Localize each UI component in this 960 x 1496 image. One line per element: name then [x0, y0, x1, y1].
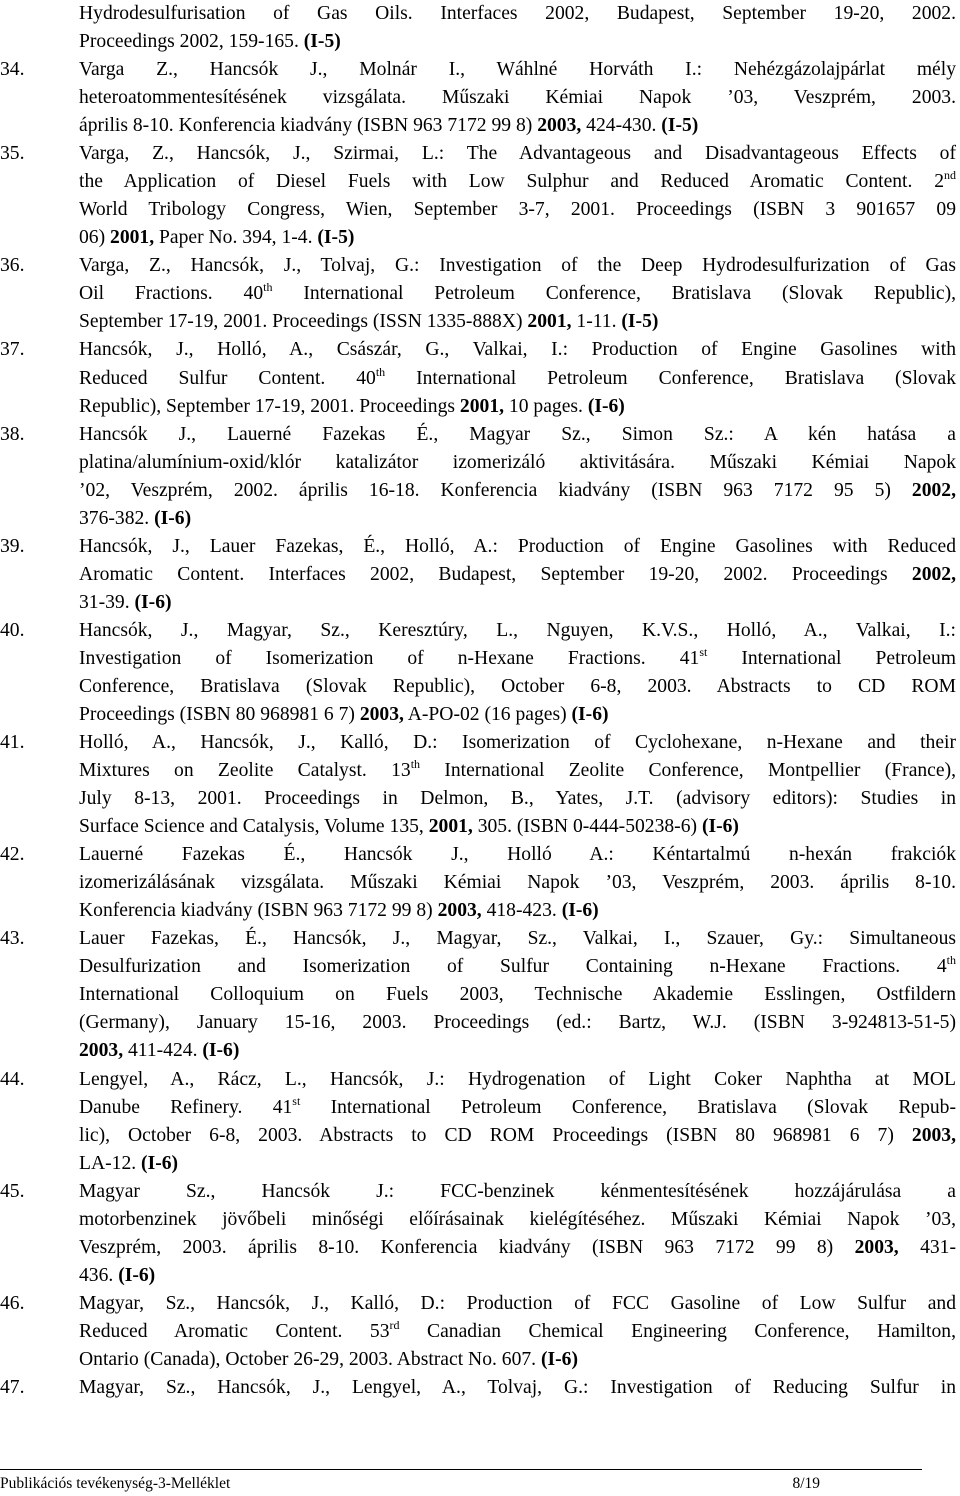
text-segment: Reduced Aromatic Content. 53	[79, 1320, 390, 1342]
text-segment: 376-382.	[79, 507, 155, 529]
reference-text	[79, 1290, 956, 1318]
text-segment: Danube Refinery. 41	[79, 1096, 293, 1118]
ordinal-superscript: th	[263, 280, 273, 295]
reference-number: 44.	[0, 1068, 25, 1090]
reference-number: 42.	[0, 844, 25, 866]
footer-page-number: 8/19	[792, 1475, 820, 1492]
reference-line	[79, 673, 956, 701]
reference-line	[79, 813, 956, 841]
bold-segment: (I-6)	[141, 1152, 179, 1174]
bold-segment: 2001,	[527, 311, 572, 333]
text-segment: Lengyel, A., Rácz, L., Hancsók, J.: Hydrogenation of Light Coker Naphtha at MOL	[79, 1068, 956, 1090]
reference-line	[79, 28, 956, 56]
text-segment: International Petroleum Conference, Bratislava (Slovak	[385, 367, 957, 389]
text-segment: Proceedings (ISBN 80 968981 6 7)	[79, 704, 360, 725]
reference-line	[79, 785, 956, 813]
reference-line	[79, 365, 956, 393]
reference-number: 39.	[0, 535, 25, 557]
reference-line	[79, 897, 956, 925]
reference-number: 45.	[0, 1180, 25, 1202]
bold-segment: (I-6)	[540, 1348, 578, 1370]
reference-text	[79, 1066, 956, 1094]
bold-segment: 2003,	[911, 1124, 956, 1146]
text-segment: Magyar, Sz., Hancsók, J., Lengyel, A., Tolvaj, G.: Investigation of Reducing Sulfur in	[79, 1376, 956, 1398]
text-segment: Varga, Z., Hancsók, J., Tolvaj, G.: Investigation of the Deep Hydrodesulfurization of Gas	[79, 255, 956, 277]
reference-line	[79, 0, 956, 28]
bold-segment: (I-5)	[661, 115, 699, 137]
reference-entry-first-line	[0, 841, 956, 869]
text-segment: the Application of Diesel Fuels with Low Sulphur and Reduced Aromatic Content. 2	[79, 171, 944, 193]
reference-line	[79, 701, 956, 729]
text-segment: Hancsók J., Lauerné Fazekas É., Magyar Sz., Simon Sz.: A kén hatása a	[79, 423, 956, 445]
reference-number: 46.	[0, 1292, 25, 1314]
bold-segment: (I-6)	[154, 507, 192, 529]
bold-segment: (I-6)	[118, 1264, 156, 1286]
ordinal-superscript: th	[410, 757, 421, 772]
text-segment: International Zeolite Conference, Montpellier (France),	[420, 760, 956, 782]
reference-line	[79, 196, 956, 224]
reference-text	[79, 252, 956, 280]
reference-text	[79, 1374, 956, 1402]
text-segment: motorbenzinek jövőbeli minőségi előírásainak kielégítéséhez. Műszaki Kémiai Napok ’03,	[79, 1208, 956, 1230]
reference-line	[79, 168, 956, 196]
reference-line	[79, 953, 956, 981]
reference-text	[79, 729, 956, 757]
reference-number: 36.	[0, 255, 25, 277]
text-segment: Proceedings 2002, 159-165.	[79, 31, 304, 53]
reference-text	[79, 56, 956, 84]
reference-line	[79, 449, 956, 477]
text-segment: Holló, A., Hancsók, J., Kalló, D.: Isomerization of Cyclohexane, n-Hexane and their	[79, 732, 956, 754]
reference-line	[79, 869, 956, 897]
reference-number: 40.	[0, 619, 25, 641]
reference-text	[79, 1178, 956, 1206]
text-segment: (Germany), January 15-16, 2003. Proceedings (ed.: Bartz, W.J. (ISBN 3-924813-51-5)	[79, 1012, 956, 1034]
text-segment: Oil Fractions. 40	[79, 283, 264, 305]
reference-entry-first-line	[0, 729, 956, 757]
bold-segment: 2003,	[537, 115, 582, 137]
reference-line	[79, 981, 956, 1009]
ordinal-superscript: st	[699, 644, 708, 659]
reference-number: 37.	[0, 339, 25, 361]
reference-number: 35.	[0, 143, 25, 165]
reference-line	[79, 1262, 956, 1290]
reference-text	[79, 617, 956, 645]
text-segment: Lauerné Fazekas É., Hancsók J., Holló A.: Kéntartalmú n-hexán frakciók	[79, 844, 956, 866]
reference-line	[79, 589, 956, 617]
text-segment: ’02, Veszprém, 2002. április 16-18. Konferencia kiadvány (ISBN 963 7172 95 5)	[79, 479, 912, 501]
reference-line	[79, 308, 956, 336]
bold-segment: 2001,	[459, 395, 505, 417]
text-segment: Lauer Fazekas, É., Hancsók, J., Magyar, Sz., Valkai, I., Szauer, Gy.: Simultaneous	[79, 928, 956, 950]
reference-line	[79, 1009, 956, 1037]
text-segment: Investigation of Isomerization of n-Hexane Fractions. 41	[79, 647, 700, 669]
reference-line	[79, 1234, 956, 1262]
reference-entry-first-line	[0, 1374, 956, 1402]
reference-text	[79, 925, 956, 953]
text-segment: 424-430.	[581, 115, 662, 137]
reference-text	[79, 533, 956, 561]
text-segment: Konferencia kiadvány (ISBN 963 7172 99 8)	[79, 900, 438, 922]
bold-segment: (I-6)	[701, 816, 739, 838]
bold-segment: (I-5)	[317, 227, 355, 249]
text-segment: lic), October 6-8, 2003. Abstracts to CD ROM Proceedings (ISBN 80 968981 6 7)	[79, 1124, 912, 1146]
reference-text	[79, 336, 956, 364]
text-segment: Aromatic Content. Interfaces 2002, Budapest, September 19-20, 2002. Proceedings	[79, 563, 912, 585]
reference-entry-first-line	[0, 617, 956, 645]
text-segment: Reduced Sulfur Content. 40	[79, 367, 376, 389]
reference-number: 41.	[0, 732, 25, 754]
reference-line	[79, 1318, 956, 1346]
reference-line	[79, 84, 956, 112]
reference-text	[79, 841, 956, 869]
text-segment: September 17-19, 2001. Proceedings (ISSN 1335-888X)	[79, 311, 528, 333]
bold-segment: (I-5)	[621, 311, 659, 333]
ordinal-superscript: th	[375, 364, 386, 379]
bold-segment: (I-5)	[303, 31, 341, 53]
bold-segment: 2003,	[359, 704, 404, 725]
reference-line	[79, 561, 956, 589]
text-segment: 418-423.	[481, 900, 562, 922]
text-segment: 305. (ISBN 0-444-50238-6)	[472, 816, 702, 838]
text-segment: Surface Science and Catalysis, Volume 135,	[79, 816, 429, 838]
bold-segment: 2001,	[428, 816, 473, 838]
reference-line	[79, 1346, 956, 1374]
reference-entry-first-line	[0, 1066, 956, 1094]
reference-line	[79, 477, 956, 505]
text-segment: A-PO-02 (16 pages)	[403, 704, 572, 725]
reference-line	[79, 1122, 956, 1150]
ordinal-superscript: st	[292, 1093, 301, 1108]
ordinal-superscript: rd	[389, 1317, 400, 1332]
reference-entry-first-line	[0, 56, 956, 84]
reference-line	[79, 645, 956, 673]
bold-segment: 2003,	[437, 900, 482, 922]
bold-segment: (I-6)	[587, 395, 625, 417]
text-segment: platina/alumínium-oxid/klór katalizátor izomerizáló aktivitására. Műszaki Kémiai Napok	[79, 451, 956, 473]
reference-entry-first-line	[0, 140, 956, 168]
bold-segment: (I-6)	[134, 591, 172, 613]
reference-line	[79, 1094, 956, 1122]
text-segment: Conference, Bratislava (Slovak Republic), October 6-8, 2003. Abstracts to CD ROM	[79, 675, 956, 697]
text-segment: Hancsók, J., Lauer Fazekas, É., Holló, A.: Production of Engine Gasolines with Reduced	[79, 535, 956, 557]
ordinal-superscript: nd	[944, 168, 956, 183]
reference-line	[79, 757, 956, 785]
reference-number: 43.	[0, 928, 25, 950]
text-segment: Canadian Chemical Engineering Conference, Hamilton,	[399, 1320, 956, 1342]
text-segment: LA-12.	[79, 1152, 142, 1174]
footer-divider	[0, 1469, 922, 1470]
reference-line	[79, 1206, 956, 1234]
reference-entry-first-line	[0, 533, 956, 561]
text-segment: izomerizálásának vizsgálata. Műszaki Kémiai Napok ’03, Veszprém, 2003. április 8-10.	[79, 872, 956, 894]
reference-entry-first-line	[0, 421, 956, 449]
bold-segment: 2001,	[110, 227, 155, 249]
text-segment: International Petroleum Conference, Bratislava (Slovak Republic),	[272, 283, 956, 305]
bold-segment: 2003,	[79, 1040, 124, 1062]
footer-document-title: Publikációs tevékenység-3-Melléklet	[0, 1475, 231, 1492]
reference-number: 47.	[0, 1376, 25, 1398]
text-segment: 431-	[898, 1236, 956, 1258]
text-segment: Veszprém, 2003. április 8-10. Konferencia kiadvány (ISBN 963 7172 99 8)	[79, 1236, 855, 1258]
text-segment: Magyar Sz., Hancsók J.: FCC-benzinek kénmentesítésének hozzájárulása a	[79, 1180, 956, 1202]
text-segment: Paper No. 394, 1-4.	[154, 227, 318, 249]
reference-line	[79, 1037, 956, 1065]
reference-line	[79, 224, 956, 252]
text-segment: Ontario (Canada), October 26-29, 2003. Abstract No. 607.	[79, 1348, 541, 1370]
text-segment: Republic), September 17-19, 2001. Proceedings	[79, 395, 460, 417]
text-segment: Varga Z., Hancsók J., Molnár I., Wáhlné Horváth I.: Nehézgázolajpárlat mély	[79, 59, 956, 81]
text-segment: Hydrodesulfurisation of Gas Oils. Interfaces 2002, Budapest, September 19-20, 2002.	[79, 3, 956, 24]
bold-segment: (I-6)	[202, 1040, 240, 1062]
text-segment: 06)	[79, 227, 111, 249]
reference-entry-first-line	[0, 925, 956, 953]
reference-entry-first-line	[0, 1290, 956, 1318]
text-segment: 10 pages.	[504, 395, 588, 417]
text-segment: International Colloquium on Fuels 2003, Technische Akademie Esslingen, Ostfildern	[79, 984, 956, 1006]
bold-segment: 2003,	[854, 1236, 899, 1258]
reference-line	[79, 112, 956, 140]
reference-text	[79, 140, 956, 168]
reference-line	[79, 1150, 956, 1178]
bold-segment: (I-6)	[561, 900, 599, 922]
reference-line	[79, 505, 956, 533]
text-segment: 31-39.	[79, 591, 135, 613]
text-segment: July 8-13, 2001. Proceedings in Delmon, B., Yates, J.T. (advisory editors): Studies in	[79, 788, 956, 810]
text-segment: International Petroleum Conference, Bratislava (Slovak Repub-	[300, 1096, 956, 1118]
text-segment: 1-11.	[571, 311, 622, 333]
text-segment: Hancsók, J., Magyar, Sz., Keresztúry, L., Nguyen, K.V.S., Holló, A., Valkai, I.:	[79, 619, 956, 641]
text-segment: Desulfurization and Isomerization of Sulfur Containing n-Hexane Fractions. 4	[79, 956, 947, 978]
text-segment: 436.	[79, 1264, 119, 1286]
text-segment: 411-424.	[123, 1040, 203, 1062]
reference-entry-first-line	[0, 252, 956, 280]
text-segment: heteroatommentesítésének vizsgálata. Műszaki Kémiai Napok ’03, Veszprém, 2003.	[79, 87, 956, 109]
bold-segment: (I-6)	[571, 704, 609, 725]
reference-line	[79, 393, 956, 421]
text-segment: International Petroleum	[707, 647, 957, 669]
reference-entry-first-line	[0, 1178, 956, 1206]
ordinal-superscript: th	[946, 953, 956, 968]
text-segment: Varga, Z., Hancsók, J., Szirmai, L.: The Advantageous and Disadvantageous Effects of	[79, 143, 956, 165]
text-segment: Hancsók, J., Holló, A., Császár, G., Valkai, I.: Production of Engine Gasolines with	[79, 339, 956, 361]
reference-line	[79, 280, 956, 308]
bold-segment: 2002,	[911, 479, 956, 501]
text-segment: Magyar, Sz., Hancsók, J., Kalló, D.: Production of FCC Gasoline of Low Sulfur and	[79, 1292, 956, 1314]
text-segment: április 8-10. Konferencia kiadvány (ISBN 963 7172 99 8)	[79, 115, 538, 137]
reference-number: 34.	[0, 59, 25, 81]
bold-segment: 2002,	[911, 563, 956, 585]
reference-text	[79, 421, 956, 449]
reference-entry-first-line	[0, 336, 956, 364]
text-segment: Mixtures on Zeolite Catalyst. 13	[79, 760, 411, 782]
text-segment: World Tribology Congress, Wien, September 3-7, 2001. Proceedings (ISBN 3 901657 09	[79, 199, 956, 221]
reference-number: 38.	[0, 423, 25, 445]
